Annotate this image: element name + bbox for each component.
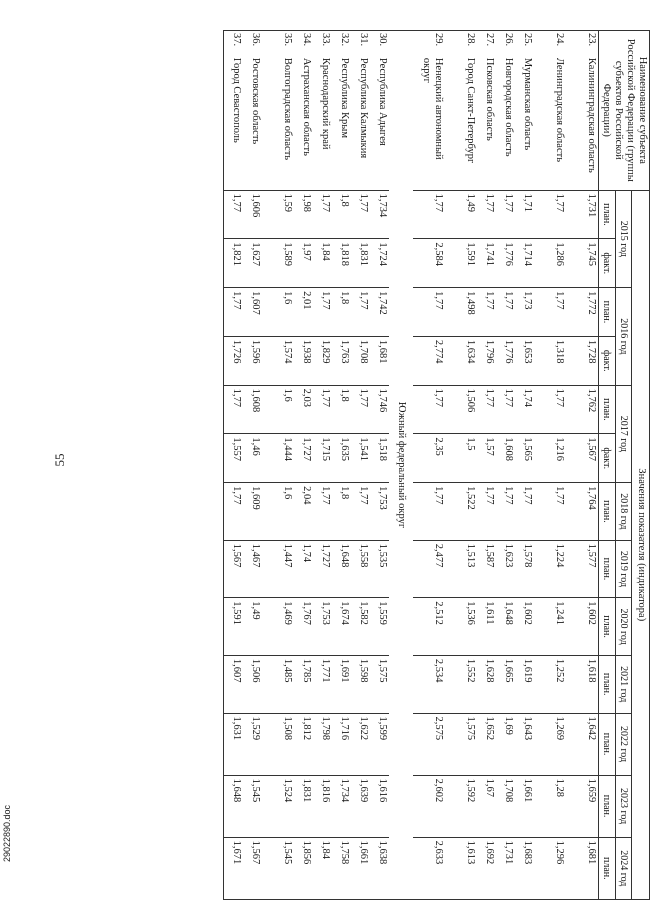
value-cell: 1,77 <box>223 288 243 337</box>
region-name: Ленинградская область <box>534 55 566 190</box>
value-cell: 1,741 <box>477 239 496 288</box>
value-cell: 1,77 <box>351 190 370 239</box>
value-cell: 1,216 <box>534 434 566 483</box>
value-cell: 1,74 <box>515 385 534 434</box>
value-cell: 1,602 <box>566 598 599 656</box>
value-cell: 1,652 <box>477 713 496 775</box>
value-cell: 1,611 <box>477 598 496 656</box>
row-number: 30. <box>370 31 389 55</box>
value-cell: 1,558 <box>351 540 370 598</box>
fact-header: факт. <box>598 336 615 385</box>
value-cell: 1,661 <box>351 837 370 899</box>
table-body-south <box>223 31 413 900</box>
value-cell: 1,746 <box>370 385 389 434</box>
row-number: 37. <box>223 31 243 55</box>
value-cell: 1,518 <box>370 434 389 483</box>
value-cell: 1,318 <box>534 336 566 385</box>
year-header-2018: 2018 год <box>615 483 632 541</box>
plan-header: план. <box>598 190 615 239</box>
value-cell: 1,643 <box>515 713 534 775</box>
region-name: Мурманская область <box>515 55 534 190</box>
value-cell: 1,767 <box>294 598 313 656</box>
value-cell: 1,296 <box>534 837 566 899</box>
table-row <box>223 31 243 900</box>
table-row <box>370 31 389 900</box>
year-header-2015: 2015 год <box>615 190 632 288</box>
value-cell: 1,592 <box>445 775 477 837</box>
value-cell: 1,506 <box>445 385 477 434</box>
value-cell: 1,529 <box>243 713 262 775</box>
value-cell: 1,831 <box>351 239 370 288</box>
row-number: 25. <box>515 31 534 55</box>
table-row <box>351 31 370 900</box>
value-cell: 1,252 <box>534 655 566 713</box>
value-cell: 1,648 <box>223 775 243 837</box>
row-number: 34. <box>294 31 313 55</box>
plan-header: план. <box>598 713 615 775</box>
rotated-table-container <box>58 30 650 900</box>
table-row <box>243 31 262 900</box>
value-cell: 1,97 <box>294 239 313 288</box>
value-cell: 1,536 <box>445 598 477 656</box>
value-cell: 1,77 <box>477 483 496 541</box>
value-cell: 1,683 <box>515 837 534 899</box>
value-cell: 1,8 <box>332 385 351 434</box>
value-cell: 1,574 <box>262 336 294 385</box>
page-number: 55 <box>52 453 67 467</box>
value-cell: 1,674 <box>332 598 351 656</box>
value-cell: 1,608 <box>496 434 515 483</box>
value-cell: 1,241 <box>534 598 566 656</box>
value-cell: 1,77 <box>534 483 566 541</box>
value-cell: 1,634 <box>445 336 477 385</box>
value-cell: 1,498 <box>445 288 477 337</box>
year-header-2022: 2022 год <box>615 713 632 775</box>
value-cell: 1,734 <box>332 775 351 837</box>
region-name: Калининградская область <box>566 55 599 190</box>
fact-header: факт. <box>598 239 615 288</box>
value-cell: 1,77 <box>413 288 445 337</box>
value-cell: 1,74 <box>294 540 313 598</box>
region-name: Республика Адыгея <box>370 55 389 190</box>
value-cell: 1,938 <box>294 336 313 385</box>
value-cell: 1,648 <box>496 598 515 656</box>
value-cell: 1,829 <box>313 336 332 385</box>
table-row <box>413 31 445 900</box>
value-cell: 1,522 <box>445 483 477 541</box>
value-cell: 1,444 <box>262 434 294 483</box>
value-cell: 1,77 <box>413 385 445 434</box>
value-cell: 1,616 <box>370 775 389 837</box>
value-cell: 1,772 <box>566 288 599 337</box>
year-header-2024: 2024 год <box>615 837 632 899</box>
plan-header: план. <box>598 655 615 713</box>
region-name: Ростовская область <box>243 55 262 190</box>
plan-header: план. <box>598 540 615 598</box>
value-cell: 1,49 <box>445 190 477 239</box>
value-cell: 1,84 <box>313 837 332 899</box>
table-row <box>313 31 332 900</box>
row-number: 31. <box>351 31 370 55</box>
value-cell: 1,642 <box>566 713 599 775</box>
region-name: Волгоградская область <box>262 55 294 190</box>
value-cell: 2,01 <box>294 288 313 337</box>
value-cell: 1,77 <box>477 385 496 434</box>
value-cell: 1,665 <box>496 655 515 713</box>
table-row <box>294 31 313 900</box>
value-cell: 1,77 <box>313 385 332 434</box>
value-cell: 1,631 <box>223 713 243 775</box>
value-cell: 1,596 <box>243 336 262 385</box>
value-cell: 1,506 <box>243 655 262 713</box>
value-cell: 1,578 <box>515 540 534 598</box>
value-cell: 1,28 <box>534 775 566 837</box>
year-header-2017: 2017 год <box>615 385 632 483</box>
table-row <box>515 31 534 900</box>
value-cell: 1,731 <box>566 190 599 239</box>
value-cell: 1,639 <box>351 775 370 837</box>
value-cell: 1,589 <box>262 239 294 288</box>
value-cell: 1,582 <box>351 598 370 656</box>
value-cell: 1,691 <box>332 655 351 713</box>
value-cell: 1,715 <box>313 434 332 483</box>
value-cell: 1,557 <box>223 434 243 483</box>
value-cell: 1,591 <box>223 598 243 656</box>
value-cell: 1,224 <box>534 540 566 598</box>
row-number: 24. <box>534 31 566 55</box>
values-group-header: Значения показателя (индикатора) <box>632 190 650 899</box>
value-cell: 1,745 <box>566 239 599 288</box>
value-cell: 1,776 <box>496 336 515 385</box>
plan-header: план. <box>598 598 615 656</box>
value-cell: 1,653 <box>515 336 534 385</box>
value-cell: 1,816 <box>313 775 332 837</box>
value-cell: 1,77 <box>351 385 370 434</box>
value-cell: 1,728 <box>566 336 599 385</box>
row-number: 32. <box>332 31 351 55</box>
value-cell: 1,575 <box>445 713 477 775</box>
value-cell: 1,77 <box>351 288 370 337</box>
value-cell: 1,727 <box>313 540 332 598</box>
value-cell: 1,77 <box>515 483 534 541</box>
table-row <box>534 31 566 900</box>
value-cell: 1,638 <box>370 837 389 899</box>
value-cell: 1,628 <box>477 655 496 713</box>
value-cell: 1,753 <box>370 483 389 541</box>
value-cell: 1,575 <box>370 655 389 713</box>
value-cell: 1,541 <box>351 434 370 483</box>
value-cell: 1,545 <box>243 775 262 837</box>
value-cell: 1,77 <box>413 190 445 239</box>
region-name: Астраханская область <box>294 55 313 190</box>
value-cell: 1,447 <box>262 540 294 598</box>
value-cell: 1,734 <box>370 190 389 239</box>
value-cell: 1,8 <box>332 190 351 239</box>
value-cell: 1,77 <box>534 385 566 434</box>
value-cell: 1,627 <box>243 239 262 288</box>
value-cell: 1,714 <box>515 239 534 288</box>
value-cell: 2,35 <box>413 434 445 483</box>
year-header-2016: 2016 год <box>615 288 632 386</box>
value-cell: 1,726 <box>223 336 243 385</box>
region-name: Псковская область <box>477 55 496 190</box>
value-cell: 1,77 <box>313 483 332 541</box>
value-cell: 1,776 <box>496 239 515 288</box>
table-row <box>477 31 496 900</box>
value-cell: 1,8 <box>332 483 351 541</box>
plan-header: план. <box>598 288 615 337</box>
value-cell: 2,575 <box>413 713 445 775</box>
table-row <box>332 31 351 900</box>
value-cell: 2,512 <box>413 598 445 656</box>
region-name: Город Севастополь <box>223 55 243 190</box>
table-row <box>566 31 599 900</box>
value-cell: 2,584 <box>413 239 445 288</box>
value-cell: 1,785 <box>294 655 313 713</box>
value-cell: 1,77 <box>477 288 496 337</box>
plan-header: план. <box>598 483 615 541</box>
year-header-2023: 2023 год <box>615 775 632 837</box>
value-cell: 2,602 <box>413 775 445 837</box>
value-cell: 2,03 <box>294 385 313 434</box>
value-cell: 1,77 <box>534 190 566 239</box>
subject-header: Наименование субъекта Российской Федерации (группы субъектов Российской Федерации) <box>598 31 649 191</box>
plan-header: план. <box>598 775 615 837</box>
value-cell: 1,6 <box>262 288 294 337</box>
row-number: 33. <box>313 31 332 55</box>
table-body-northwest <box>413 31 599 900</box>
value-cell: 1,77 <box>413 483 445 541</box>
row-number: 35. <box>262 31 294 55</box>
value-cell: 1,681 <box>566 837 599 899</box>
value-cell: 1,567 <box>566 434 599 483</box>
value-cell: 1,77 <box>313 288 332 337</box>
value-cell: 1,598 <box>351 655 370 713</box>
value-cell: 1,708 <box>496 775 515 837</box>
value-cell: 1,77 <box>496 483 515 541</box>
value-cell: 1,77 <box>496 190 515 239</box>
value-cell: 1,67 <box>477 775 496 837</box>
value-cell: 1,798 <box>313 713 332 775</box>
value-cell: 1,716 <box>332 713 351 775</box>
value-cell: 1,587 <box>477 540 496 598</box>
value-cell: 1,567 <box>223 540 243 598</box>
document-code: 29022890.doc <box>2 804 12 862</box>
region-name: Республика Крым <box>332 55 351 190</box>
value-cell: 1,77 <box>313 190 332 239</box>
value-cell: 1,57 <box>477 434 496 483</box>
table-row <box>262 31 294 900</box>
value-cell: 1,692 <box>477 837 496 899</box>
value-cell: 2,534 <box>413 655 445 713</box>
value-cell: 1,659 <box>566 775 599 837</box>
value-cell: 1,77 <box>477 190 496 239</box>
value-cell: 1,545 <box>262 837 294 899</box>
value-cell: 1,818 <box>332 239 351 288</box>
value-cell: 1,467 <box>243 540 262 598</box>
value-cell: 1,607 <box>223 655 243 713</box>
value-cell: 1,269 <box>534 713 566 775</box>
row-number: 28. <box>445 31 477 55</box>
value-cell: 1,77 <box>223 385 243 434</box>
value-cell: 1,763 <box>332 336 351 385</box>
value-cell: 1,609 <box>243 483 262 541</box>
row-number: 23. <box>566 31 599 55</box>
value-cell: 1,753 <box>313 598 332 656</box>
value-cell: 1,671 <box>223 837 243 899</box>
table-row <box>445 31 477 900</box>
row-number: 29. <box>413 31 445 55</box>
value-cell: 1,602 <box>515 598 534 656</box>
value-cell: 1,77 <box>223 483 243 541</box>
year-header-2021: 2021 год <box>615 655 632 713</box>
value-cell: 1,69 <box>496 713 515 775</box>
value-cell: 1,469 <box>262 598 294 656</box>
value-cell: 1,46 <box>243 434 262 483</box>
value-cell: 1,59 <box>262 190 294 239</box>
value-cell: 1,742 <box>370 288 389 337</box>
value-cell: 1,77 <box>351 483 370 541</box>
value-cell: 1,77 <box>496 288 515 337</box>
plan-header: план. <box>598 385 615 434</box>
value-cell: 1,77 <box>496 385 515 434</box>
indicator-table <box>223 30 650 900</box>
value-cell: 1,565 <box>515 434 534 483</box>
value-cell: 1,622 <box>351 713 370 775</box>
value-cell: 1,613 <box>445 837 477 899</box>
region-name: Город Санкт-Петербург <box>445 55 477 190</box>
value-cell: 1,758 <box>332 837 351 899</box>
year-header-2019: 2019 год <box>615 540 632 598</box>
value-cell: 1,599 <box>370 713 389 775</box>
value-cell: 1,73 <box>515 288 534 337</box>
value-cell: 1,508 <box>262 713 294 775</box>
value-cell: 1,513 <box>445 540 477 598</box>
value-cell: 2,04 <box>294 483 313 541</box>
value-cell: 1,731 <box>496 837 515 899</box>
region-name: Краснодарский край <box>313 55 332 190</box>
value-cell: 1,524 <box>262 775 294 837</box>
value-cell: 1,6 <box>262 385 294 434</box>
value-cell: 1,485 <box>262 655 294 713</box>
value-cell: 1,831 <box>294 775 313 837</box>
value-cell: 1,77 <box>223 190 243 239</box>
value-cell: 1,577 <box>566 540 599 598</box>
row-number: 36. <box>243 31 262 55</box>
year-header-2020: 2020 год <box>615 598 632 656</box>
value-cell: 1,681 <box>370 336 389 385</box>
row-number: 26. <box>496 31 515 55</box>
value-cell: 1,5 <box>445 434 477 483</box>
section-title: Южный федеральный округ <box>389 31 413 900</box>
value-cell: 2,633 <box>413 837 445 899</box>
value-cell: 1,98 <box>294 190 313 239</box>
value-cell: 1,724 <box>370 239 389 288</box>
value-cell: 1,552 <box>445 655 477 713</box>
value-cell: 2,774 <box>413 336 445 385</box>
value-cell: 1,856 <box>294 837 313 899</box>
value-cell: 1,708 <box>351 336 370 385</box>
value-cell: 1,591 <box>445 239 477 288</box>
value-cell: 1,71 <box>515 190 534 239</box>
value-cell: 1,764 <box>566 483 599 541</box>
value-cell: 1,84 <box>313 239 332 288</box>
plan-header: план. <box>598 837 615 899</box>
value-cell: 1,618 <box>566 655 599 713</box>
value-cell: 1,608 <box>243 385 262 434</box>
value-cell: 1,623 <box>496 540 515 598</box>
value-cell: 1,6 <box>262 483 294 541</box>
table-row <box>496 31 515 900</box>
value-cell: 1,77 <box>534 288 566 337</box>
value-cell: 1,661 <box>515 775 534 837</box>
value-cell: 1,559 <box>370 598 389 656</box>
value-cell: 1,619 <box>515 655 534 713</box>
value-cell: 1,796 <box>477 336 496 385</box>
value-cell: 1,771 <box>313 655 332 713</box>
region-name: Ненецкий автономный округ <box>413 55 445 190</box>
value-cell: 1,286 <box>534 239 566 288</box>
value-cell: 1,635 <box>332 434 351 483</box>
value-cell: 1,607 <box>243 288 262 337</box>
value-cell: 2,477 <box>413 540 445 598</box>
value-cell: 1,727 <box>294 434 313 483</box>
value-cell: 1,812 <box>294 713 313 775</box>
value-cell: 1,49 <box>243 598 262 656</box>
region-name: Республика Калмыкия <box>351 55 370 190</box>
value-cell: 1,762 <box>566 385 599 434</box>
value-cell: 1,535 <box>370 540 389 598</box>
value-cell: 1,821 <box>223 239 243 288</box>
value-cell: 1,8 <box>332 288 351 337</box>
value-cell: 1,648 <box>332 540 351 598</box>
value-cell: 1,606 <box>243 190 262 239</box>
value-cell: 1,567 <box>243 837 262 899</box>
fact-header: факт. <box>598 434 615 483</box>
region-name: Новгородская область <box>496 55 515 190</box>
row-number: 27. <box>477 31 496 55</box>
